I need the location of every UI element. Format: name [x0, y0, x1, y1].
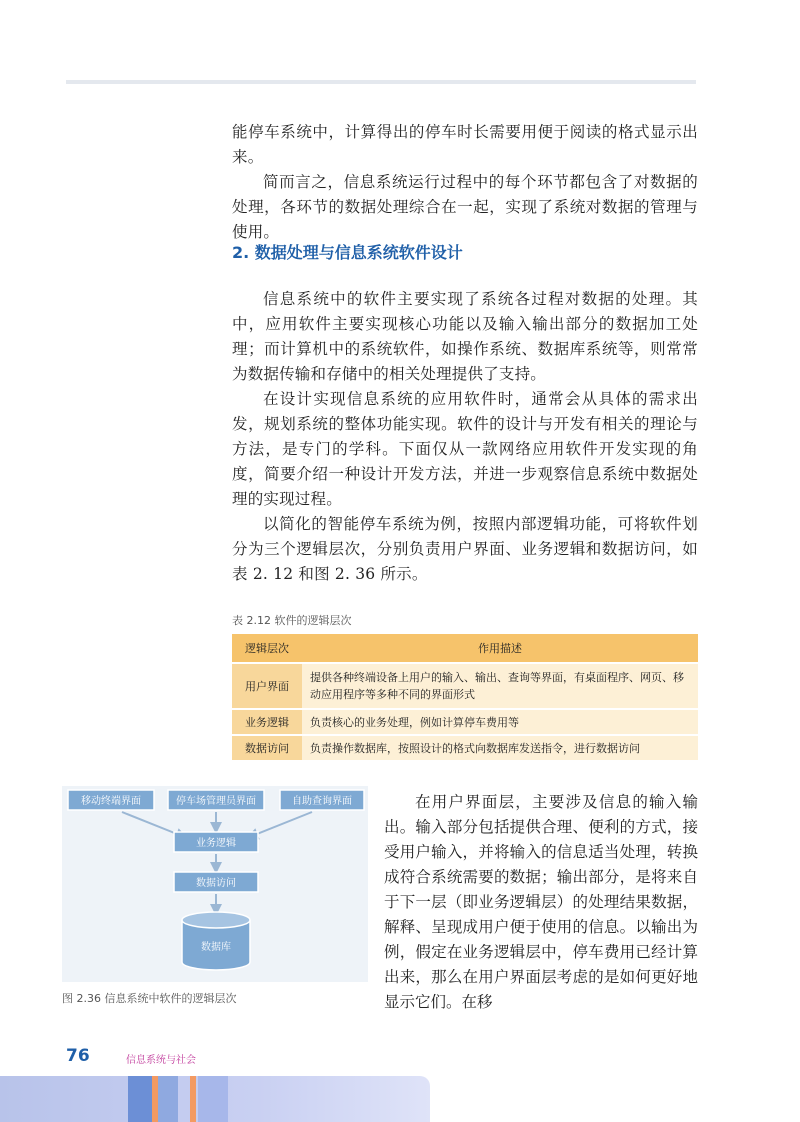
table-cell: 用户界面 — [232, 663, 302, 709]
table-header: 逻辑层次 — [232, 634, 302, 663]
database-icon-top — [182, 912, 250, 928]
page-number: 76 — [66, 1046, 90, 1066]
footer-stripe — [128, 1076, 152, 1122]
top-rule — [66, 80, 696, 84]
table-row — [232, 709, 698, 735]
table-row — [232, 735, 698, 761]
book-title: 信息系统与社会 — [126, 1055, 196, 1066]
table-cell: 负责核心的业务处理，例如计算停车费用等 — [302, 709, 698, 735]
table-cell: 提供各种终端设备上用户的输入、输出、查询等界面，有桌面程序、网页、移动应用程序等多种不同的界面形式 — [302, 663, 698, 709]
table-header: 作用描述 — [302, 634, 698, 663]
table-cell: 数据访问 — [232, 735, 302, 761]
wrap-text — [384, 790, 698, 1015]
logic-layer-diagram — [62, 786, 368, 982]
diagram-label-business: 业务逻辑 — [196, 838, 236, 849]
diagram-label-admin: 停车场管理员界面 — [176, 796, 256, 807]
section-text — [232, 287, 698, 587]
paragraph: 能停车系统中，计算得出的停车时长需要用便于阅读的格式显示出来。 — [232, 123, 698, 166]
table-cell: 负责操作数据库，按照设计的格式向数据库发送指令，进行数据访问 — [302, 735, 698, 761]
table-caption: 表 2.12 软件的逻辑层次 — [232, 614, 352, 627]
diagram-label-data-access: 数据访问 — [196, 878, 236, 889]
diagram-label-mobile: 移动终端界面 — [81, 796, 141, 807]
footer-stripe — [190, 1076, 196, 1122]
logic-layer-table — [232, 634, 698, 762]
table-row — [232, 663, 698, 709]
footer-stripe — [198, 1076, 228, 1122]
paragraph: 在用户界面层，主要涉及信息的输入输出。输入部分包括提供合理、便利的方式，接受用户输入，并将输入的信息适当处理，转换成符合系统需要的数据；输出部分，是将来自于下一层（即业务逻辑层）的处理结果数据，解释、呈现成用户便于使用的信息。以输出为例，假定在业务逻辑层中，停车费用已经计算出来，那么在用户界面层考虑的是如何更好地显示它们。在移 — [384, 793, 698, 1011]
paragraph: 以简化的智能停车系统为例，按照内部逻辑功能，可将软件划分为三个逻辑层次，分别负责用户界面、业务逻辑和数据访问，如表 2. 12 和图 2. 36 所示。 — [232, 515, 698, 583]
footer-stripe — [158, 1076, 178, 1122]
section-heading: 2. 数据处理与信息系统软件设计 — [232, 243, 463, 262]
table-cell: 业务逻辑 — [232, 709, 302, 735]
intro-text — [232, 120, 698, 245]
figure-caption: 图 2.36 信息系统中软件的逻辑层次 — [62, 992, 237, 1005]
paragraph: 简而言之，信息系统运行过程中的每个环节都包含了对数据的处理，各环节的数据处理综合在一起，实现了系统对数据的管理与使用。 — [232, 173, 698, 241]
paragraph: 在设计实现信息系统的应用软件时，通常会从具体的需求出发，规划系统的整体功能实现。软件的设计与开发有相关的理论与方法，是专门的学科。下面仅从一款网络应用软件开发实现的角度，简要介绍一种设计开发方法，并进一步观察信息系统中数据处理的实现过程。 — [232, 390, 698, 508]
diagram-label-database: 数据库 — [201, 942, 231, 953]
diagram-label-kiosk: 自助查询界面 — [292, 796, 352, 807]
paragraph: 信息系统中的软件主要实现了系统各过程对数据的处理。其中，应用软件主要实现核心功能以及输入输出部分的数据加工处理；而计算机中的系统软件，如操作系统、数据库系统等，则常常为数据传输和存储中的相关处理提供了支持。 — [232, 290, 698, 383]
